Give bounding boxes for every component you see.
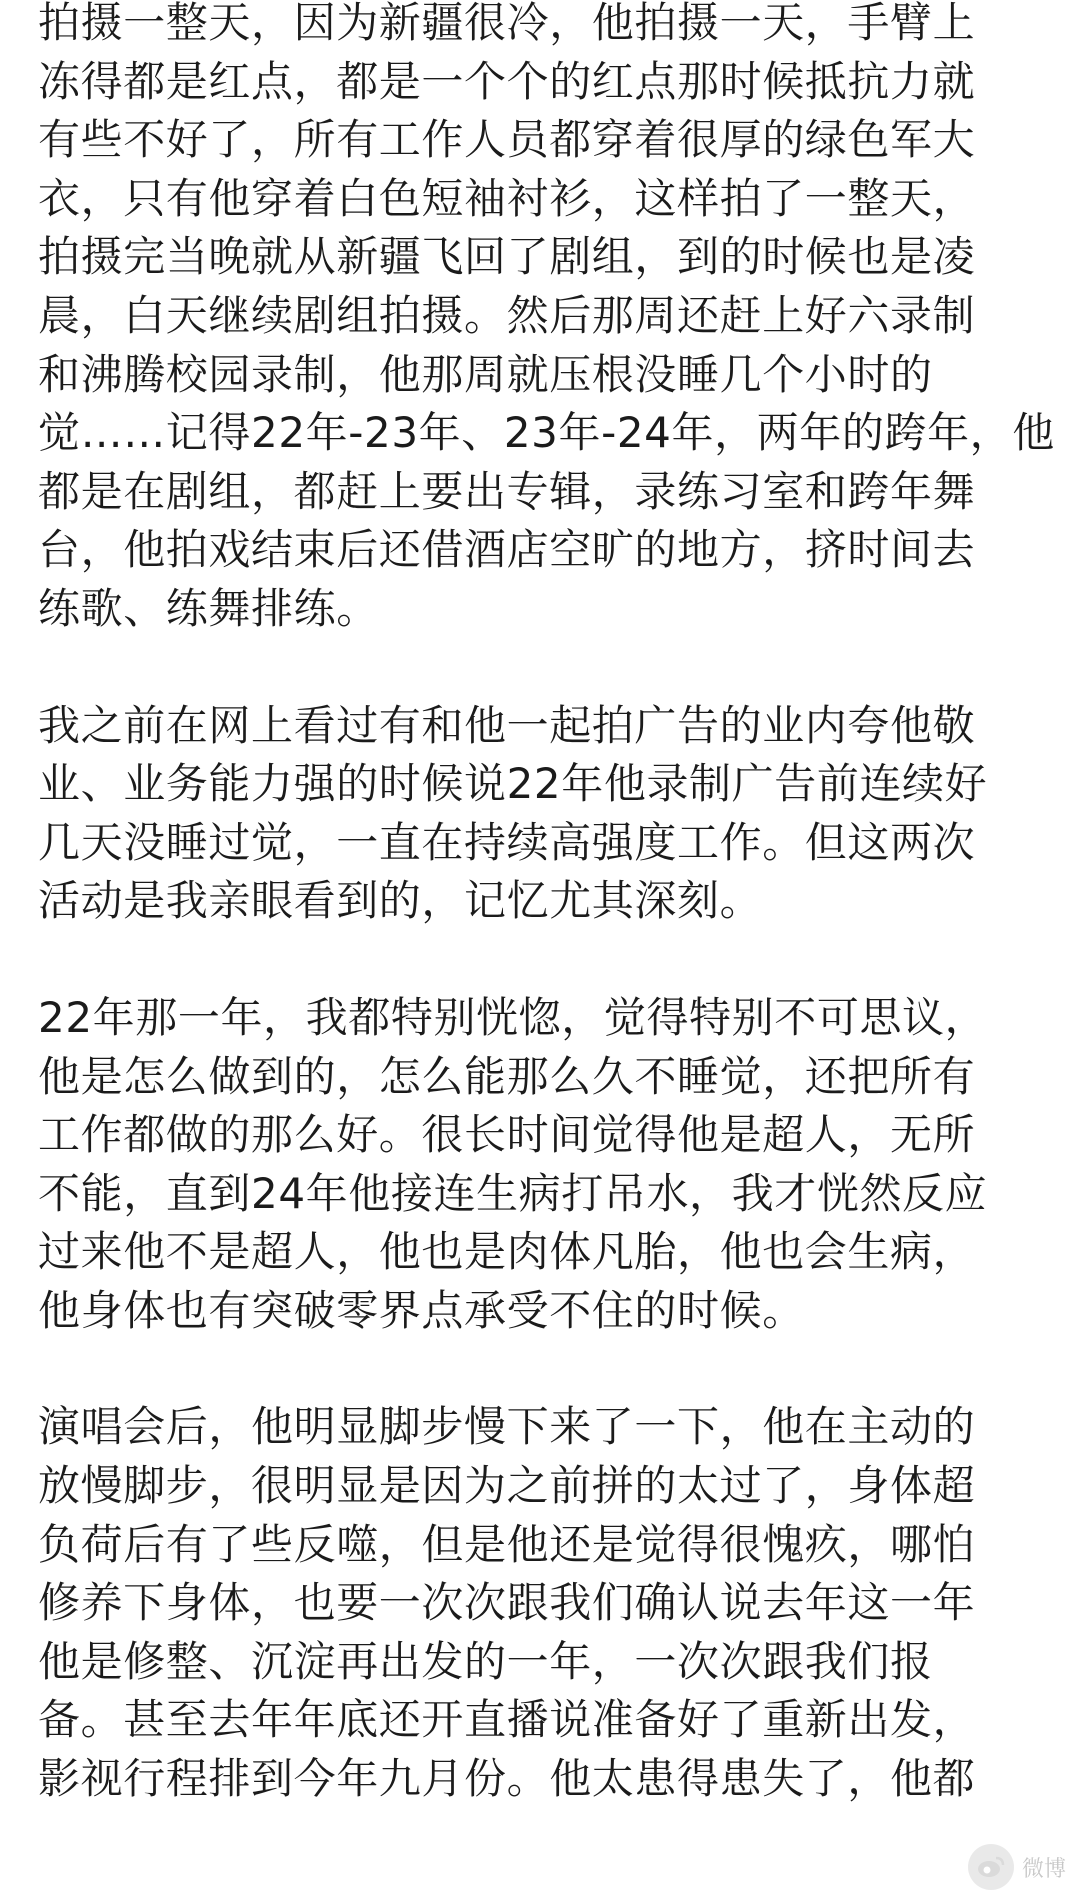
text-line: 过来他不是超人，他也是肉体凡胎，他也会生病， [38, 1227, 976, 1277]
weibo-logo-icon [968, 1844, 1014, 1890]
text-line: 台，他拍戏结束后还借酒店空旷的地方，挤时间去 [38, 525, 976, 575]
text-line: 负荷后有了些反噬，但是他还是觉得很愧疚，哪怕 [38, 1519, 976, 1569]
text-line: 都是在剧组，都赶上要出专辑，录练习室和跨年舞 [38, 466, 976, 516]
text-line: 不能，直到24年他接连生病打吊水，我才恍然反应 [38, 1168, 988, 1218]
text-line: 他是修整、沉淀再出发的一年，一次次跟我们报 [38, 1636, 933, 1686]
text-line: 业、业务能力强的时候说22年他录制广告前连续好 [38, 759, 988, 809]
text-line: 和沸腾校园录制，他那周就压根没睡几个小时的 [38, 349, 933, 399]
paragraph [38, 1398, 1048, 1808]
article-body [38, 0, 1055, 1867]
text-line: 晨，白天继续剧组拍摄。然后那周还赶上好六录制 [38, 290, 976, 340]
text-line: 我之前在网上看过有和他一起拍广告的业内夸他敬 [38, 700, 976, 750]
text-line: 衣，只有他穿着白色短袖衬衫，这样拍了一整天， [38, 173, 976, 223]
text-line: 几天没睡过觉，一直在持续高强度工作。但这两次 [38, 817, 976, 867]
watermark [968, 1844, 1066, 1890]
paragraph [38, 989, 1048, 1341]
text-line: 他身体也有突破零界点承受不住的时候。 [38, 1285, 805, 1335]
paragraph [38, 697, 1048, 931]
text-line: 有些不好了，所有工作人员都穿着很厚的绿色军大 [38, 115, 976, 165]
text-line: 活动是我亲眼看到的，记忆尤其深刻。 [38, 876, 763, 926]
text-line: 备。甚至去年年底还开直播说准备好了重新出发， [38, 1695, 976, 1745]
text-line: 工作都做的那么好。很长时间觉得他是超人，无所 [38, 1110, 976, 1160]
text-line: 修养下身体，也要一次次跟我们确认说去年这一年 [38, 1578, 976, 1628]
text-line: 冻得都是红点，都是一个个的红点那时候抵抗力就 [38, 56, 976, 106]
text-line: 22年那一年，我都特别恍惚，觉得特别不可思议， [38, 992, 988, 1042]
text-line: 他是怎么做到的，怎么能那么久不睡觉，还把所有 [38, 1051, 976, 1101]
text-line: 拍摄完当晚就从新疆飞回了剧组，到的时候也是凌 [38, 232, 976, 282]
watermark-text: 微博 [1021, 1855, 1066, 1881]
text-line: 演唱会后，他明显脚步慢下来了一下，他在主动的 [38, 1402, 976, 1452]
text-line: 影视行程排到今年九月份。他太患得患失了，他都 [38, 1754, 976, 1804]
text-line: 练歌、练舞排练。 [38, 583, 379, 633]
text-line: 拍摄一整天，因为新疆很冷，他拍摄一天，手臂上 [38, 0, 976, 47]
paragraph [38, 0, 1055, 639]
text-line: 放慢脚步，很明显是因为之前拼的太过了，身体超 [38, 1461, 976, 1511]
text-line: 觉……记得22年-23年、23年-24年，两年的跨年，他 [38, 408, 1055, 458]
